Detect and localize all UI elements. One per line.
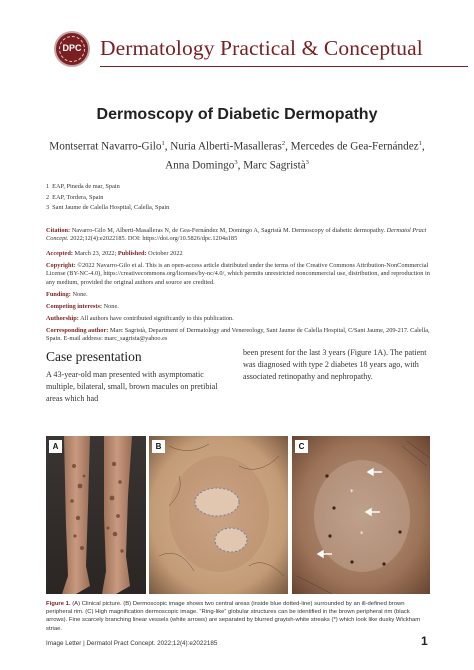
figure-caption-text: (A) Clinical picture. (B) Dermoscopic image shows two central areas (inside blue dotted-line) surrounded by an ill-defined brown peripheral rim. (C) High magnification dermoscopic image. “Ring-like” globular structures can be identified in the brown peripheral rim (black arrows). Fine scarcely branching linear vessels (white arrows) are separated by blurred grayish-white streaks (*) which look like dusky Wickham striae.	[46, 601, 421, 632]
corresponding-label: Corresponding author:	[46, 327, 109, 334]
author-affil-sup: 3	[305, 158, 309, 166]
panel-label-c: C	[295, 440, 308, 453]
competing-interests-block	[46, 303, 430, 311]
affiliation-item: 2 EAP, Tordera, Spain	[46, 193, 104, 201]
figure-panel-c	[292, 436, 430, 594]
funding-text: None.	[72, 291, 88, 298]
author-affil-sup: 1	[418, 140, 422, 147]
copyright-text: ©2022 Navarro-Gilo et al. This is an open-access article distributed under the terms of the Creative Commons Attribution-NonCommercial License (BY-NC-4.0), https://creativecommons.org/licenses/by-nc/4.0/, which permits unrestricted noncommercial use, distribution, and reproduction in any medium, provided the original authors and source are credited.	[46, 262, 430, 286]
author-name: Montserrat Navarro-Gilo	[49, 140, 162, 153]
panel-label-b: B	[152, 440, 165, 453]
copyright-block	[46, 262, 430, 287]
author-name: Mercedes de Gea-Fernández	[290, 140, 419, 153]
competing-text: None.	[103, 303, 119, 310]
author-name: Anna Domingo	[165, 159, 235, 172]
high-magnification-dermoscopy-image	[292, 436, 430, 594]
article-title: Dermoscopy of Diabetic Dermopathy	[96, 106, 378, 123]
author-name: Marc Sagristà	[243, 159, 306, 172]
journal-title: Dermatology Practical & Conceptual	[100, 36, 423, 60]
svg-text:*: *	[360, 530, 364, 538]
page-number: 1	[421, 634, 428, 648]
corresponding-text: Marc Sagristà, Department of Dermatology and Venereology, Sant Jaume de Calella Hospital, C/Sant Jaume, 209-217. Calella, Spain. E-mail address: marc_sagrista@yahoo.es	[46, 327, 430, 343]
journal-header	[46, 28, 426, 68]
competing-label: Competing interests:	[46, 303, 103, 310]
accepted-date: March 23, 2022;	[74, 250, 117, 257]
funding-block	[46, 291, 430, 299]
published-label: Published:	[117, 250, 147, 257]
funding-label: Funding:	[46, 291, 71, 298]
citation-block	[46, 227, 430, 244]
affiliation-list	[46, 182, 169, 214]
logo-text: DPC	[62, 43, 82, 53]
citation-label: Citation:	[46, 227, 71, 234]
header-divider	[100, 66, 468, 67]
authorship-label: Authorship:	[46, 315, 79, 322]
accepted-label: Accepted:	[46, 250, 73, 257]
dermoscopy-image	[149, 436, 288, 594]
figure-panel-a	[46, 436, 146, 594]
author-list	[30, 136, 444, 173]
body-column-left: A 43-year-old man presented with asymptomatic multiple, bilateral, small, brown macules on pretibial areas which had	[46, 370, 218, 403]
authorship-text: All authors have contributed significantly to this publication.	[80, 315, 234, 322]
figure-panel-b	[149, 436, 288, 594]
panel-label-a: A	[49, 440, 62, 453]
copyright-label: Copyright:	[46, 262, 76, 269]
section-heading: Case presentation	[46, 349, 142, 364]
author-line-2: Anna Domingo$^3$, Marc Sagristà$^3$	[165, 158, 309, 172]
author-affil-sup: 1	[161, 140, 165, 147]
page-footer: Image Letter | Dermatol Pract Concept. 2022;12(4):e2022185	[46, 640, 218, 647]
published-date: October 2022	[148, 250, 183, 257]
affiliation-item: 3 Sant Jaume de Calella Hospital, Calella, Spain	[46, 204, 170, 212]
journal-logo	[54, 31, 90, 67]
corresponding-author-block	[46, 327, 430, 344]
authorship-block	[46, 315, 430, 323]
author-line-1: Montserrat Navarro-Gilo$^1$, Nuria Alberti-Masalleras$^2$, Mercedes de Gea-Fernández$^1$,	[49, 140, 425, 153]
body-column-right: been present for the last 3 years (Figure 1A). The patient was diagnosed with type 2 diabetes 18 years ago, with associated retinopathy and nephropathy.	[243, 348, 427, 381]
svg-text:*: *	[350, 488, 354, 496]
citation-journal: Dermatol Pract Concept.	[46, 227, 427, 243]
affiliation-item: 1 EAP, Pineda de mar, Spain	[46, 183, 120, 190]
clinical-photo	[46, 436, 146, 594]
citation-doi[interactable]: 2022;12(4):e2022185. DOI: https://doi.org/10.5826/dpc.1204a185	[70, 235, 238, 243]
citation-text: Navarro-Gilo M, Alberti-Masalleras N, de Gea-Fernández M, Domingo A, Sagristà M. Dermoscopy of diabetic dermopathy.	[71, 227, 386, 234]
author-affil-sup: 3	[234, 158, 238, 166]
figure-caption	[46, 600, 430, 633]
dates-block	[46, 250, 430, 258]
author-affil-sup: 2	[281, 140, 286, 147]
figure-caption-label: Figure 1.	[46, 601, 71, 607]
author-name: Nuria Alberti-Masalleras	[170, 140, 282, 153]
